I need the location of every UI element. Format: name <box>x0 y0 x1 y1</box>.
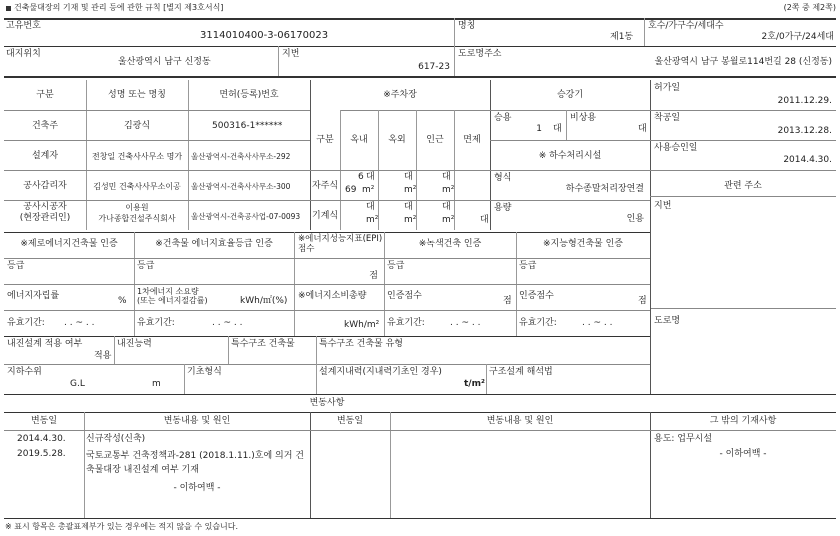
cert-score-label: 인증점수 <box>387 291 422 301</box>
parking-self-indoor-area: 69 <box>345 185 357 195</box>
top-border <box>4 18 836 20</box>
approve-date: 2014.4.30. <box>783 155 832 165</box>
form-title: 건축물대장의 기재 및 관리 등에 관한 규칙 [별지 제3호서식] <box>14 3 224 12</box>
parking-h-nearby: 인근 <box>426 135 444 145</box>
unit-count: 대 <box>366 202 375 212</box>
sewage-capacity-label: 용량 <box>494 203 512 213</box>
period-value: . . ~ . . <box>64 318 95 328</box>
designer-license: 울산광역시-건축사사무소-292 <box>191 152 291 161</box>
structural-method-label: 구조설계 해석법 <box>489 367 553 377</box>
percent-unit: % <box>118 296 127 306</box>
people-h-name: 성명 또는 명칭 <box>108 90 166 100</box>
changes-h-date-2: 변동일 <box>336 416 364 426</box>
tm2-unit: t/m² <box>464 379 485 389</box>
designer-name: 전창일 건축사사무소 명가 <box>91 152 183 161</box>
changes-h-content-2: 변동내용 및 원인 <box>486 416 554 426</box>
sewage-title: ※ 하수처리시설 <box>538 151 602 161</box>
unit-count: 대 <box>638 124 647 134</box>
units-value: 2호/0가구/24세대 <box>761 32 834 42</box>
period-value: . . ~ . . <box>212 318 243 328</box>
period-label: 유효기간: <box>387 318 425 328</box>
change-date-2: 2019.5.28. <box>17 449 66 459</box>
site-value: 울산광역시 남구 신정동 <box>118 57 211 67</box>
supervisor-type: 공사감리자 <box>23 181 67 191</box>
period-label: 유효기간: <box>519 318 557 328</box>
road-label: 도로명주소 <box>458 49 502 59</box>
sewage-type-value: 하수종말처리장연결 <box>565 184 644 194</box>
grade-label: 등급 <box>7 261 25 271</box>
unique-no-value: 3114010400-3-06170023 <box>200 30 329 41</box>
changes-h-date: 변동일 <box>30 416 58 426</box>
start-date: 2013.12.28. <box>777 126 832 136</box>
parking-self-indoor-count: 6 <box>358 172 364 182</box>
foundation-label: 기초형식 <box>187 367 222 377</box>
change-content-2: 국토교통부 건축정책과-281 (2018.1.11.)호에 의거 건 축물대장 내진설계 여부 기재 <box>86 451 304 475</box>
unit-area: m² <box>404 215 417 225</box>
elevator-emergency-label: 비상용 <box>570 113 597 123</box>
period-value: . . ~ . . <box>582 318 613 328</box>
related-lot-label: 지번 <box>654 201 672 211</box>
parking-h-indoor: 옥내 <box>350 135 368 145</box>
period-value: . . ~ . . <box>450 318 481 328</box>
unit-count: 대 <box>553 124 562 134</box>
contractor-license: 울산광역시-건축공사업-07-0093 <box>191 212 301 221</box>
unit-count: 대 <box>442 202 451 212</box>
point-unit: 점 <box>638 296 647 306</box>
period-label: 유효기간: <box>137 318 175 328</box>
lot-value: 617-23 <box>418 62 450 72</box>
supervisor-license: 울산광역시-건축사사무소-300 <box>191 182 291 191</box>
grade-label: 등급 <box>137 261 155 271</box>
permit-label: 허가일 <box>654 83 681 93</box>
other-end: - 이하여백 - <box>719 449 767 459</box>
approve-label: 사용승인일 <box>654 143 698 153</box>
epi-score: ※에너지성능지표(EPI) 점수 <box>298 234 383 254</box>
point-unit: 점 <box>503 296 512 306</box>
elevator-passenger-label: 승용 <box>494 113 512 123</box>
designer-type: 설계자 <box>31 151 59 161</box>
kwh-unit: kWh/㎡(%) <box>240 296 288 306</box>
elevator-title: 승강기 <box>556 90 584 100</box>
energy-grade-cert: ※건축물 에너지효율등급 인증 <box>155 239 273 249</box>
site-label: 대지위치 <box>6 49 41 59</box>
primary-energy-label: 1차에너지 소요량 (또는 에너지절감률) <box>137 287 208 305</box>
people-h-type: 구분 <box>36 90 54 100</box>
changes-h-content: 변동내용 및 원인 <box>163 416 231 426</box>
unique-no-label: 고유번호 <box>6 21 41 31</box>
header-bullet-icon <box>6 6 11 11</box>
change-end: - 이하여백 - <box>173 483 221 493</box>
unit-area: m² <box>442 215 455 225</box>
supervisor-name: 김성민 건축사사무소이공 <box>93 182 181 191</box>
related-road-label: 도로명 <box>654 316 681 326</box>
smart-building-cert: ※지능형건축물 인증 <box>543 239 623 249</box>
contractor-type: 공사시공자 (현장관리인) <box>19 202 71 223</box>
name-label: 명칭 <box>458 21 476 31</box>
owner-name: 김광식 <box>123 121 151 131</box>
owner-license: 500316-1****** <box>212 121 283 131</box>
seismic-applied-label: 내진설계 적용 여부 <box>7 339 83 349</box>
name-value: 제1동 <box>610 32 634 42</box>
contractor-name: 이용원 가나종합건설주식회사 <box>98 203 176 223</box>
change-content-1: 신규작성(신축) <box>86 434 146 444</box>
unit-count: 대 <box>404 202 413 212</box>
energy-total-label: ※에너지소비총량 <box>298 291 367 301</box>
footer-note: ※ 표시 항목은 총괄표제부가 있는 경우에는 적지 않을 수 있습니다. <box>5 522 239 531</box>
m-unit: m <box>152 379 161 389</box>
parking-title: ※주차장 <box>383 90 417 100</box>
changes-h-other: 그 밖의 기재사항 <box>709 416 777 426</box>
seismic-capacity-label: 내진능력 <box>117 339 152 349</box>
seismic-applied-value: 적용 <box>94 351 112 361</box>
unit-area: m² <box>442 185 455 195</box>
changes-title: 변동사항 <box>309 398 345 408</box>
grade-label: 등급 <box>519 261 537 271</box>
start-label: 착공일 <box>654 113 681 123</box>
cert-score-label-2: 인증점수 <box>519 291 554 301</box>
unit-count: 대 <box>480 215 489 225</box>
self-rate-label: 에너지자립률 <box>7 291 60 301</box>
unit-area: m² <box>404 185 417 195</box>
related-address-title: 관련 주소 <box>724 181 762 191</box>
units-label: 호수/가구수/세대수 <box>648 21 724 31</box>
zero-energy-cert: ※제로에너지건축물 인증 <box>20 239 118 249</box>
parking-h-type: 구분 <box>316 135 334 145</box>
elevator-passenger-value: 1 <box>536 124 542 134</box>
kwh-unit: kWh/m² <box>344 320 380 330</box>
unit-count: 대 <box>404 172 413 182</box>
sewage-type-label: 형식 <box>494 173 512 183</box>
green-building-cert: ※녹색건축 인증 <box>418 239 482 249</box>
road-value: 울산광역시 남구 봉월로114번길 28 (신정동) <box>654 57 832 67</box>
other-use: 용도: 업무시설 <box>654 434 713 444</box>
parking-mech-label: 기계식 <box>312 211 339 221</box>
gl-label: G.L <box>70 379 85 389</box>
special-type-label: 특수구조 건축물 유형 <box>319 339 403 349</box>
people-h-license: 면허(등록)번호 <box>219 90 279 100</box>
groundwater-label: 지하수위 <box>7 367 42 377</box>
permit-date: 2011.12.29. <box>777 96 832 106</box>
bearing-label: 설계지내력(지내력기초인 경우) <box>319 367 442 377</box>
unit-count: 대 <box>442 172 451 182</box>
period-label: 유효기간: <box>7 318 45 328</box>
parking-h-outdoor: 옥외 <box>388 135 406 145</box>
grade-label: 등급 <box>387 261 405 271</box>
change-date-1: 2014.4.30. <box>17 434 66 444</box>
unit-count: 대 <box>366 172 375 182</box>
capacity-unit: 인용 <box>626 214 644 224</box>
unit-area: m² <box>362 185 375 195</box>
parking-h-exempt: 면제 <box>463 135 481 145</box>
page-indicator: (2쪽 중 제2쪽) <box>783 3 836 12</box>
lot-label: 지번 <box>282 49 300 59</box>
point-unit: 점 <box>369 271 378 281</box>
owner-type: 건축주 <box>31 121 59 131</box>
parking-self-label: 자주식 <box>312 181 339 191</box>
unit-area: m² <box>366 215 379 225</box>
special-structure-label: 특수구조 건축물 <box>231 339 295 349</box>
